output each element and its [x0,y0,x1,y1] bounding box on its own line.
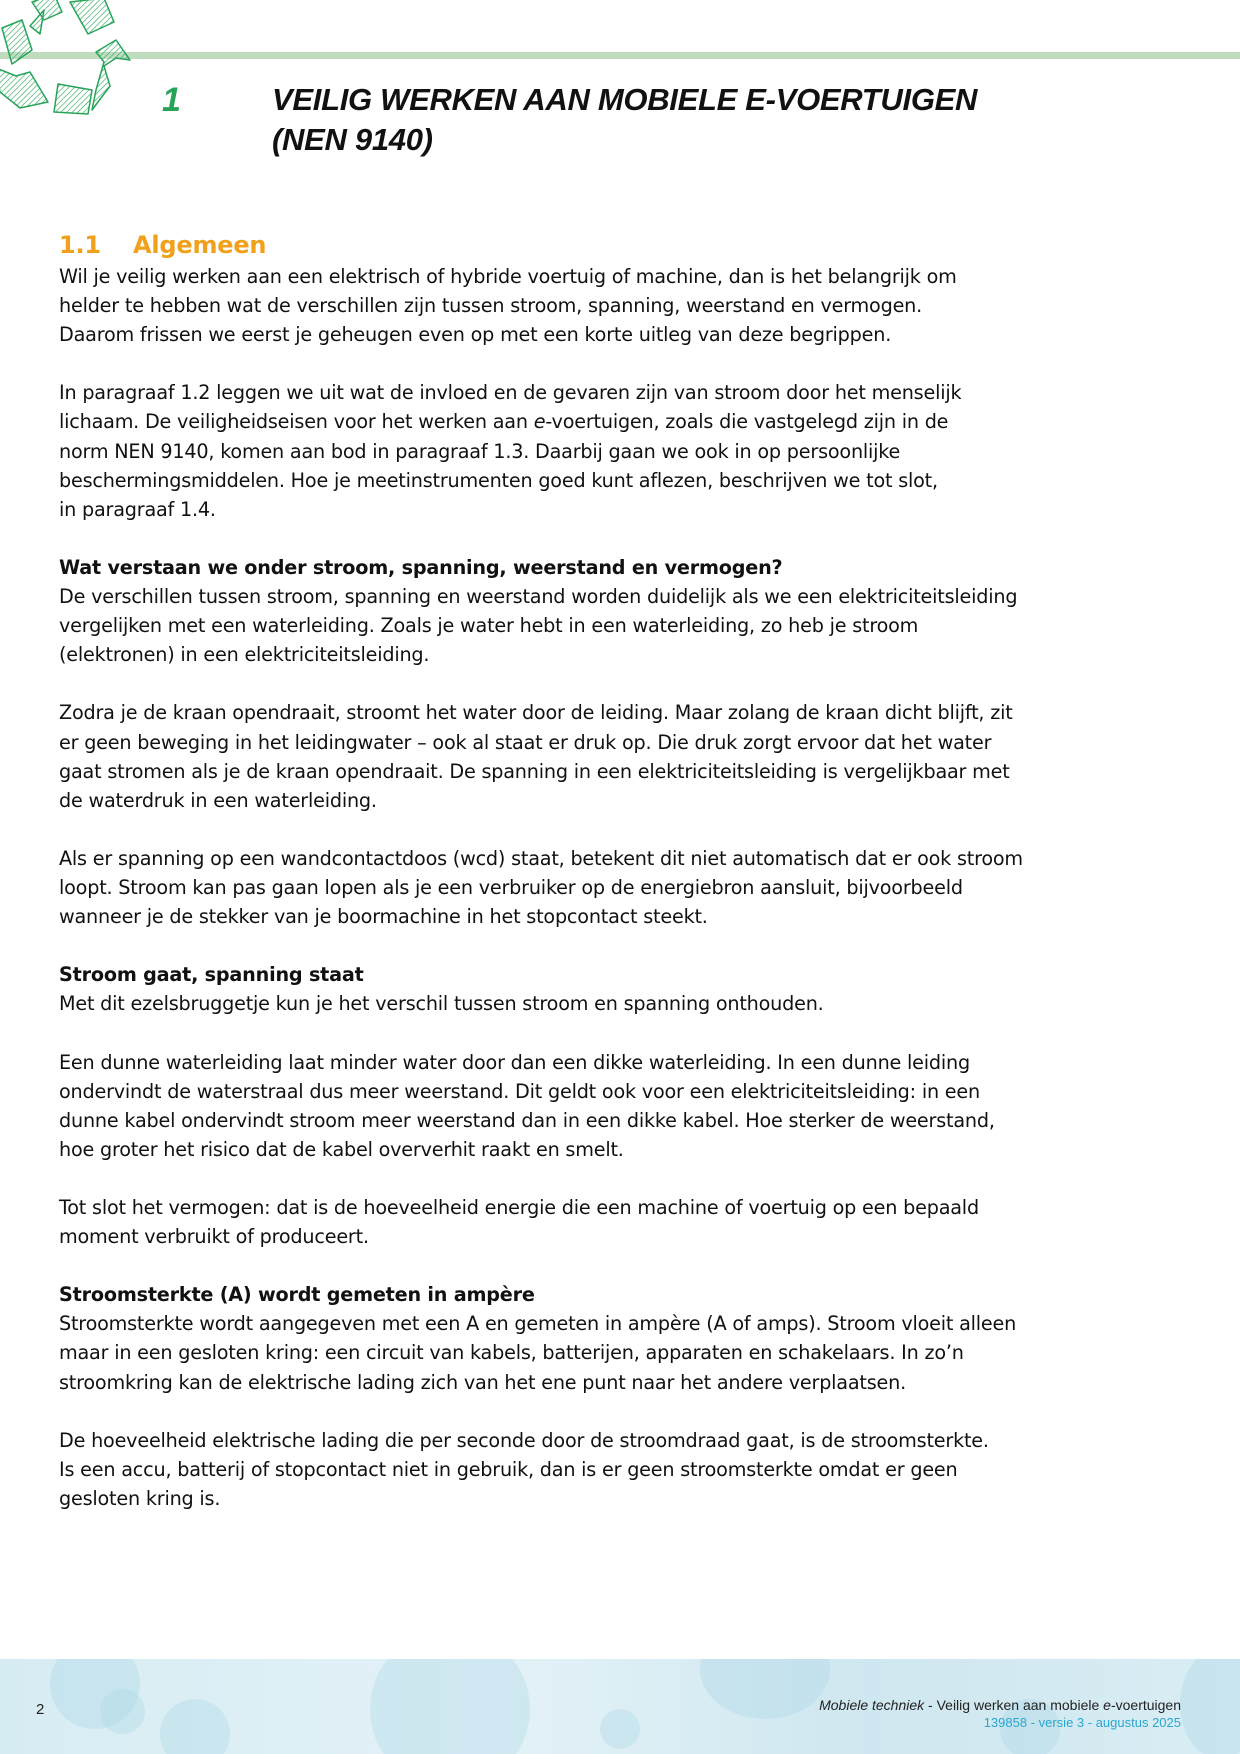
text-line: vergelijken met een waterleiding. Zoals je water hebt in een waterleiding, zo heb je stroom [59,614,919,638]
text-line: maar in een gesloten kring: een circuit van kabels, batterijen, apparaten en schakelaars. In zo’n [59,1341,964,1365]
decorative-molecule [100,1689,145,1734]
section-heading [59,228,1069,262]
footer-version: 139858 - versie 3 - augustus 2025 [983,1715,1181,1730]
decorative-molecule [1180,1659,1240,1754]
footer-text: - Veilig werken aan mobiele [924,1697,1104,1713]
chapter-title [272,80,1172,160]
subheading-stroomsterkte: Stroomsterkte (A) wordt gemeten in ampère [59,1283,535,1307]
recycle-logo-icon [0,0,142,119]
page-number: 2 [36,1701,45,1718]
text-line: De verschillen tussen stroom, spanning en weerstand worden duidelijk als we een elektriciteitsleiding [59,585,1018,609]
chapter-title-line: VEILIG WERKEN AAN MOBIELE E-VOERTUIGEN [272,82,978,117]
text-line: stroomkring kan de elektrische lading zich van het ene punt naar het andere verplaatsen. [59,1370,906,1394]
text-line: Tot slot het vermogen: dat is de hoeveelheid energie die een machine of voertuig op een bepaald [59,1196,979,1219]
footer-document-title [819,1697,1181,1713]
decorative-molecule [370,1659,530,1754]
paragraph-ezelsbruggetje [59,989,1069,1018]
text-line: wanneer je de stekker van je boormachine in het stopcontact steekt. [59,905,708,929]
text-line: moment verbruikt of produceert. [59,1225,369,1249]
text-line: De hoeveelheid elektrische lading die per seconde door de stroomdraad gaat, is de stroomsterkte. [59,1428,989,1452]
paragraph-vermogen [59,1193,1069,1251]
text-line: de waterdruk in een waterleiding. [59,788,377,812]
text-line [59,407,1069,436]
section-title: Algemeen [133,231,267,259]
paragraph-lading [59,1426,1069,1513]
italic-e: e [1103,1697,1111,1713]
text-fragment: lichaam. De veiligheidseisen voor het werken aan [59,410,534,434]
text-line: norm NEN 9140, komen aan bod in paragraaf 1.3. Daarbij gaan we ook in op persoonlijke [59,439,901,463]
paragraph-kraan [59,698,1069,814]
header-rule [0,52,1240,59]
paragraph-weerstand [59,1048,1069,1164]
paragraph-water-analogy [59,582,1069,669]
text-line: Een dunne waterleiding laat minder water door dan een dikke waterleiding. In een dunne leiding [59,1050,970,1074]
text-line: In paragraaf 1.2 leggen we uit wat de invloed en de gevaren zijn van stroom door het menselijk [59,381,962,405]
chapter-number: 1 [162,81,181,119]
book-title: Mobiele techniek [819,1697,925,1713]
text-line: loopt. Stroom kan pas gaan lopen als je een verbruiker op de energiebron aansluit, bijvoorbeeld [59,875,963,899]
text-line: Als er spanning op een wandcontactdoos (wcd) staat, betekent dit niet automatisch dat er ook stroom [59,846,1023,870]
text-line: beschermingsmiddelen. Hoe je meetinstrumenten goed kunt aflezen, beschrijven we tot slot, [59,468,938,492]
footer-text: -voertuigen [1110,1697,1181,1713]
text-line: dunne kabel ondervindt stroom meer weerstand dan in een dikke kabel. Hoe sterker de weerstand, [59,1108,995,1132]
text-line: ondervindt de waterstraal dus meer weerstand. Dit geldt ook voor een elektriciteitsleiding: in een [59,1079,980,1103]
text-line: helder te hebben wat de verschillen zijn tussen stroom, spanning, weerstand en vermogen. [59,294,923,318]
italic-e: e [533,410,546,434]
chapter-title-line: (NEN 9140) [272,122,433,157]
text-fragment: -voertuigen, zoals die vastgelegd zijn in de [545,410,949,434]
text-line: in paragraaf 1.4. [59,497,216,521]
decorative-molecule [160,1699,230,1754]
text-line: er geen beweging in het leidingwater – ook al staat er druk op. Die druk zorgt ervoor dat het water [59,730,992,754]
decorative-molecule [600,1709,640,1749]
text-line: gesloten kring is. [59,1486,221,1510]
paragraph-wcd [59,844,1069,931]
text-line: hoe groter het risico dat de kabel oververhit raakt en smelt. [59,1137,624,1161]
decorative-molecule [700,1659,830,1719]
subheading-stroom-gaat: Stroom gaat, spanning staat [59,963,364,987]
text-line: Met dit ezelsbruggetje kun je het verschil tussen stroom en spanning onthouden. [59,992,824,1016]
paragraph-ampere [59,1309,1069,1396]
page-content [59,228,1069,1513]
text-line: (elektronen) in een elektriciteitsleiding. [59,643,430,667]
text-line: Daarom frissen we eerst je geheugen even op met een korte uitleg van deze begrippen. [59,323,892,347]
text-line: Wil je veilig werken aan een elektrisch of hybride voertuig of machine, dan is het belangrijk om [59,265,957,288]
text-line: Is een accu, batterij of stopcontact niet in gebruik, dan is er geen stroomsterkte omdat er geen [59,1457,958,1481]
paragraph-intro [59,262,1069,349]
page-footer [0,1659,1240,1754]
paragraph-overview [59,378,1069,523]
text-line: Stroomsterkte wordt aangegeven met een A en gemeten in ampère (A of amps). Stroom vloeit alleen [59,1312,1017,1336]
text-line: Zodra je de kraan opendraait, stroomt het water door de leiding. Maar zolang de kraan dicht blijft, zit [59,701,1013,725]
subheading-wat-verstaan: Wat verstaan we onder stroom, spanning, weerstand en vermogen? [59,555,783,579]
text-line: gaat stromen als je de kraan opendraait. De spanning in een elektriciteitsleiding is vergelijkbaar met [59,759,1010,783]
section-number: 1.1 [59,231,101,259]
